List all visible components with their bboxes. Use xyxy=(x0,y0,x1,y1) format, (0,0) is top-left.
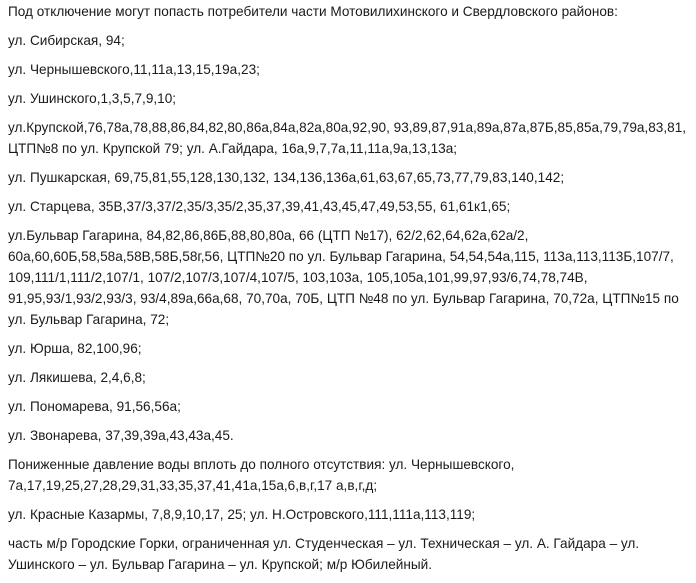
street-entry-pushkarskaya: ул. Пушкарская, 69,75,81,55,128,130,132, 134,136,136а,61,63,67,65,73,77,79,83,140,142; xyxy=(8,170,565,185)
street-entry-zvonareva: ул. Звонарева, 37,39,39а,43,43а,45. xyxy=(8,428,234,443)
street-entry-ponomareva: ул. Пономарева, 91,56,56а; xyxy=(8,399,181,414)
street-entry-chernyshevskogo: ул. Чернышевского,11,11а,13,15,19а,23; xyxy=(8,62,260,77)
street-entry-krasnye-kazarmy: ул. Красные Казармы, 7,8,9,10,17, 25; ул. Н.Островского,111,111а,113,119; xyxy=(8,507,476,522)
street-entry-yursha: ул. Юрша, 82,100,96; xyxy=(8,341,142,356)
street-entry-ushinskogo: ул. Ушинского,1,3,5,7,9,10; xyxy=(8,91,177,106)
pressure-note-paragraph: Пониженные давление воды вплоть до полного отсутствия: ул. Чернышевского, 7а,17,19,25,27,28,29,31,33,35,37,41,41а,15а,6,в,г,17 а,в,г,д; xyxy=(8,457,515,493)
street-entry-lyakisheva: ул. Лякишева, 2,4,6,8; xyxy=(8,370,146,385)
district-paragraph: часть м/р Городские Горки, ограниченная ул. Студенческая – ул. Техническая – ул. А. Гайдара – ул. Ушинского – ул. Бульвар Гагарина – ул. Крупской; м/р Юбилейный. xyxy=(8,536,640,572)
street-entry-krupskoy: ул.Крупской,76,78а,78,88,86,84,82,80,86а,84а,82а,80а,92,90, 93,89,87,91а,89а,87а,87Б,85,85а,79,79а,83,81, ЦТП№8 по ул. Крупской 79; ул. А.Гайдара, 16а,9,7,7а,11,11а,9а,13,13а; xyxy=(8,120,687,156)
street-entry-startseva: ул. Старцева, 35В,37/3,37/2,35/3,35/2,35,37,39,41,43,45,47,49,53,55, 61,61к1,65; xyxy=(8,199,511,214)
street-entry-sibirskaya: ул. Сибирская, 94; xyxy=(8,33,125,48)
street-entry-bulvar-gagarina: ул.Бульвар Гагарина, 84,82,86,86Б,88,80,80а, 66 (ЦТП №17), 62/2,62,64,62а,62а/2, 60а,60,60Б,58,58а,58В,58Б,58г,56, ЦТП№20 по ул. Бульвар Гагарина, 54,54,54а,115, 113а,113,113Б,107/7, 109,111/1,111/2,107/1, 107/2,107/3,107/4,107/5, 103,103а, 105,105а,101,99,97,93/6,74,78,74В, 91,95,93/1,93/2,93/3, 93/4,89а,66а,68, 70,70а, 70Б, ЦТП №48 по ул. Бульвар Гагарина, 70,72а, ЦТП№15 по ул. Бульвар Гагарина, 72; xyxy=(8,228,679,327)
intro-paragraph: Под отключение могут попасть потребители части Мотовилихинского и Свердловского районов: xyxy=(8,4,618,19)
